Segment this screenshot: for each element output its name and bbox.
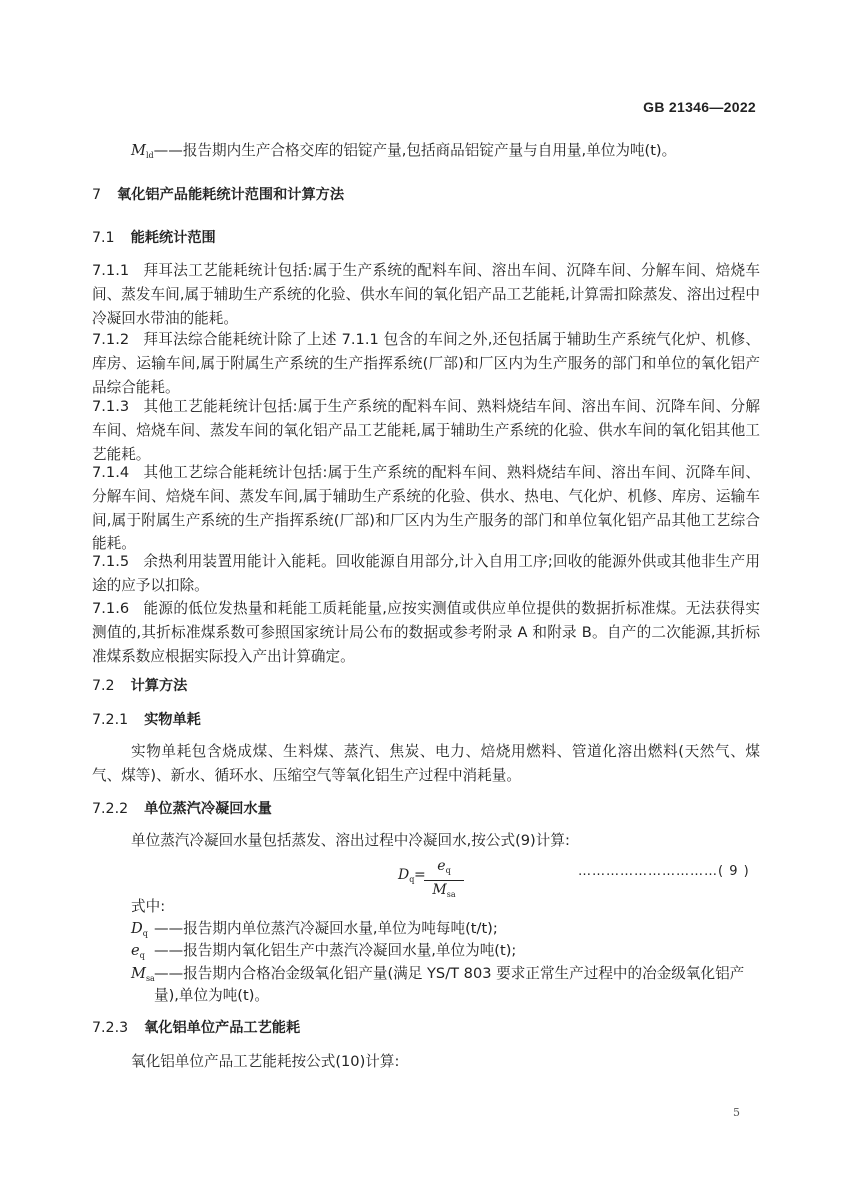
section-7-2-2-title: 单位蒸汽冷凝回水量	[144, 801, 272, 817]
symbol-eq: $e_q$	[131, 942, 145, 960]
section-7-2-3-number: 7.2.3	[92, 1020, 129, 1036]
section-7-1-title: 能耗统计范围	[130, 230, 216, 246]
symbol-mld: $M_{ld}$	[131, 142, 154, 160]
clause-number: 7.1.5	[92, 553, 130, 570]
section-7-heading	[92, 185, 344, 206]
formula-equals: =	[414, 867, 426, 883]
section-7-title: 氧化铝产品能耗统计范围和计算方法	[117, 187, 345, 203]
clause-text: 余热利用装置用能计入能耗。回收能源自用部分,计入自用工序;回收的能源外供或其他非生产用途的应予以扣除。	[92, 553, 760, 594]
clause-7-1-3	[92, 395, 760, 466]
formula-numerator: $e_q$	[424, 858, 464, 881]
definition-text: ——报告期内合格冶金级氧化铝产量(满足 YS/T 803 要求正常生产过程中的冶金级氧化铝产量),单位为吨(t)。	[154, 965, 745, 1004]
section-7-2-1-number: 7.2.1	[92, 712, 129, 728]
clause-text: 拜耳法综合能耗统计除了上述 7.1.1 包含的车间之外,还包括属于辅助生产系统气化炉、机修、库房、运输车间,属于附属生产系统的生产指挥系统(厂部)和厂区内为生产服务的部门和单位的氧化铝产品综合能耗。	[92, 331, 760, 396]
where-label: 式中:	[131, 898, 166, 915]
clause-number: 7.1.2	[92, 331, 130, 348]
clause-text: 其他工艺综合能耗统计包括:属于生产系统的配料车间、熟料烧结车间、溶出车间、沉降车间、分解车间、焙烧车间、蒸发车间,属于辅助生产系统的化验、供水、热电、气化炉、机修、库房、运输车间,属于附属生产系统的生产指挥系统(厂部)和厂区内为生产服务的部门和单位氧化铝产品其他工艺综合能耗。	[92, 464, 760, 553]
clause-7-2-2-body: 单位蒸汽冷凝回水量包括蒸发、溶出过程中冷凝回水,按公式(9)计算:	[131, 832, 570, 849]
section-7-2-2-heading	[92, 799, 272, 820]
section-7-2-3-heading	[92, 1018, 300, 1039]
definition-msa	[131, 963, 761, 1007]
symbol-msa: $M_{sa}$	[131, 965, 155, 983]
clause-7-2-3-body: 氧化铝单位产品工艺能耗按公式(10)计算:	[131, 1053, 400, 1070]
section-7-2-1-title: 实物单耗	[144, 712, 201, 728]
clause-number: 7.1.1	[92, 262, 130, 279]
section-7-1-number: 7.1	[92, 230, 115, 246]
symbol-dq: $D_q$	[131, 920, 148, 938]
ld-definition-text: ——报告期内生产合格交库的铝锭产量,包括商品铝锭产量与自用量,单位为吨(t)。	[153, 142, 677, 159]
clause-7-1-1	[92, 259, 760, 330]
clause-number: 7.1.4	[92, 464, 130, 481]
clause-text: 拜耳法工艺能耗统计包括:属于生产系统的配料车间、溶出车间、沉降车间、分解车间、焙烧车间、蒸发车间,属于辅助生产系统的化验、供水车间的氧化铝产品工艺能耗,计算需扣除蒸发、溶出过程中冷凝回水带油的能耗。	[92, 262, 760, 327]
section-7-2-number: 7.2	[92, 678, 115, 694]
section-7-2-3-title: 氧化铝单位产品工艺能耗	[144, 1020, 301, 1036]
clause-7-1-4	[92, 461, 760, 556]
definition-text: ——报告期内单位蒸汽冷凝回水量,单位为吨每吨(t/t);	[154, 920, 498, 937]
formula-denominator: $M_{sa}$	[432, 882, 456, 899]
clause-number: 7.1.3	[92, 398, 130, 415]
clause-number: 7.1.6	[92, 600, 130, 617]
formula-9-leader: …………………………( 9 )	[578, 864, 750, 879]
section-7-number: 7	[92, 187, 102, 203]
definition-text: ——报告期内氧化铝生产中蒸汽冷凝回水量,单位为吨(t);	[154, 942, 517, 959]
page-number: 5	[733, 1106, 740, 1119]
clause-7-1-2	[92, 328, 760, 399]
section-7-2-title: 计算方法	[130, 678, 188, 694]
formula-fraction	[424, 858, 464, 904]
section-7-1-heading	[92, 228, 216, 249]
standard-code: GB 21346—2022	[643, 99, 756, 115]
clause-7-1-6	[92, 597, 760, 668]
clause-7-1-5	[92, 550, 760, 598]
formula-lhs: $D_q$	[398, 867, 415, 884]
clause-7-2-1-body: 实物单耗包含烧成煤、生料煤、蒸汽、焦炭、电力、焙烧用燃料、管道化溶出燃料(天然气、煤气、煤等)、新水、循环水、压缩空气等氧化铝生产过程中消耗量。	[92, 743, 760, 784]
ld-definition	[131, 140, 676, 166]
section-7-2-heading	[92, 676, 187, 697]
section-7-2-2-number: 7.2.2	[92, 801, 129, 817]
clause-text: 其他工艺能耗统计包括:属于生产系统的配料车间、熟料烧结车间、溶出车间、沉降车间、分解车间、焙烧车间、蒸发车间的氧化铝产品工艺能耗,属于辅助生产系统的化验、供水车间的氧化铝其他工艺能耗。	[92, 398, 760, 463]
section-7-2-1-heading	[92, 710, 201, 731]
clause-text: 能源的低位发热量和耗能工质耗能量,应按实测值或供应单位提供的数据折标准煤。无法获得实测值的,其折标准煤系数可参照国家统计局公布的数据或参考附录 A 和附录 B。自产的二次能源,其折标准煤系数应根据实际投入产出计算确定。	[92, 600, 760, 665]
